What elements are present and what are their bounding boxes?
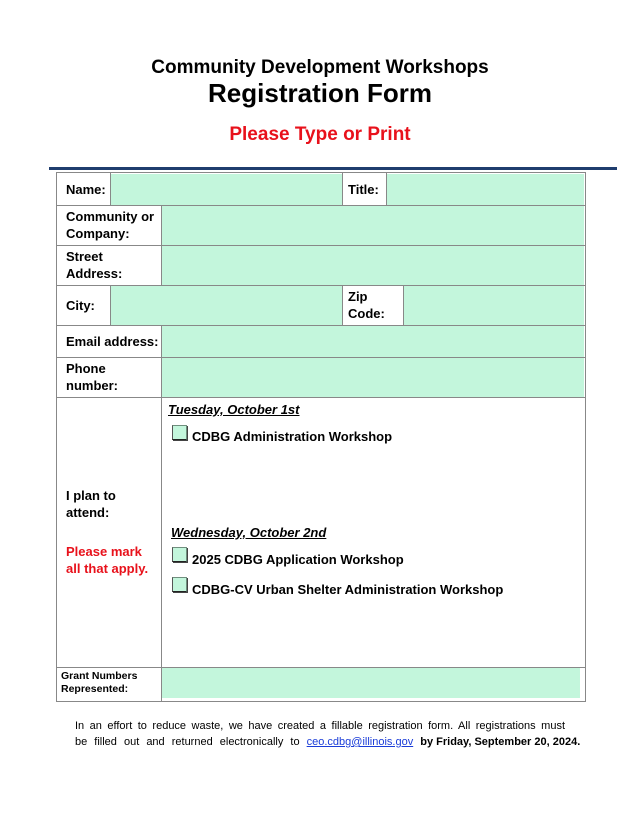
footer-note-line2: [75, 734, 580, 750]
company-label-line2: Company:: [66, 226, 130, 241]
zip-label-line2: Code:: [348, 306, 385, 321]
form-title: Registration Form: [208, 78, 432, 108]
street-label-line2: Address:: [66, 266, 123, 281]
title-label: Title:: [348, 182, 379, 197]
deadline-text: by Friday, September 20, 2024.: [420, 736, 581, 748]
title-field[interactable]: [387, 174, 584, 205]
grant-numbers-field[interactable]: [162, 668, 580, 698]
checkbox-cdbg-cv-urban-shelter[interactable]: [172, 577, 187, 592]
registration-form: [56, 172, 586, 702]
workshop-cdbg-cv-urban-shelter: CDBG-CV Urban Shelter Administration Workshop: [192, 582, 504, 597]
grant-label-line2: Represented:: [61, 683, 129, 695]
company-field[interactable]: [162, 206, 584, 245]
instruction-text: Please Type or Print: [229, 124, 411, 145]
footer-note-line2-text: be filled out and returned electronically to: [75, 736, 300, 748]
attend-label-line1: I plan to: [66, 488, 116, 503]
mark-all-label-line1: Please mark: [66, 544, 142, 559]
attend-label-line2: attend:: [66, 505, 110, 520]
grant-label-line1: Grant Numbers: [61, 670, 138, 682]
street-label-line1: Street: [66, 249, 103, 264]
header-title: Community Development Workshops: [151, 57, 489, 78]
day2-heading: Wednesday, October 2nd: [171, 525, 327, 540]
email-field[interactable]: [162, 326, 584, 357]
day1-heading: Tuesday, October 1st: [168, 402, 300, 417]
mark-all-label-line2: all that apply.: [66, 561, 149, 576]
workshop-cdbg-administration: CDBG Administration Workshop: [192, 429, 393, 444]
checkbox-2025-application[interactable]: [172, 547, 187, 562]
phone-label-line2: number:: [66, 378, 118, 393]
street-address-field[interactable]: [162, 246, 584, 285]
email-link[interactable]: ceo.cdbg@illinois.gov: [306, 736, 414, 748]
company-label-line1: Community or: [66, 209, 155, 224]
email-label: Email address:: [66, 334, 159, 349]
zip-code-field[interactable]: [404, 286, 584, 325]
name-label: Name:: [66, 182, 106, 197]
checkbox-cdbg-administration[interactable]: [172, 425, 187, 440]
city-field[interactable]: [111, 286, 342, 325]
zip-label-line1: Zip: [348, 289, 368, 304]
phone-label-line1: Phone: [66, 361, 106, 376]
name-field[interactable]: [111, 174, 342, 205]
city-label: City:: [66, 298, 95, 313]
header-divider: [49, 167, 617, 170]
workshop-2025-application: 2025 CDBG Application Workshop: [192, 552, 404, 567]
phone-field[interactable]: [162, 358, 584, 397]
footer-note-line1: In an effort to reduce waste, we have created a fillable registration form. All registrations must: [75, 720, 565, 732]
